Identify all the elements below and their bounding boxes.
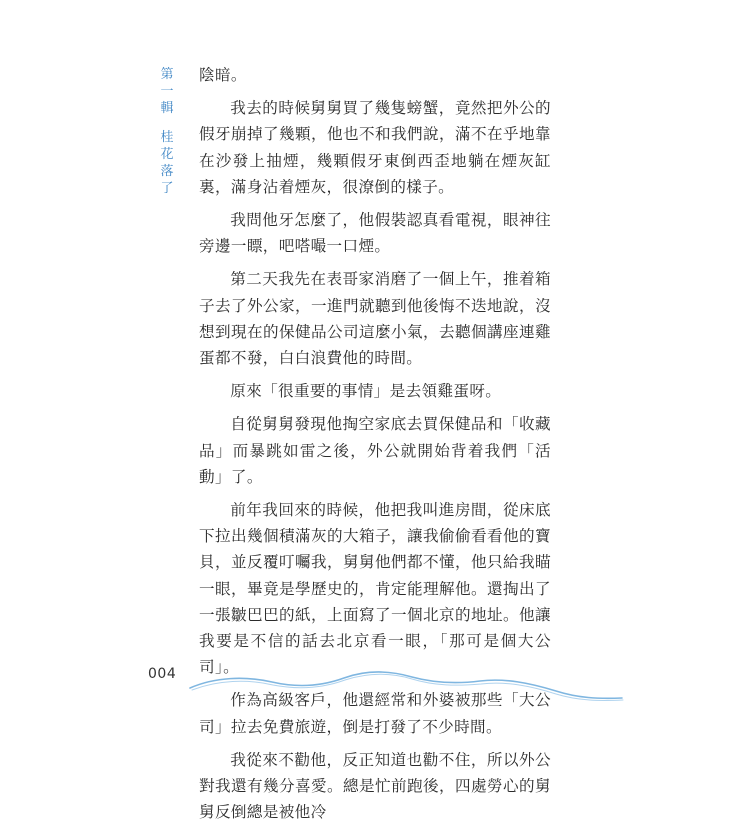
paragraph: 自從舅舅發現他掏空家底去買保健品和「收藏品」而暴跳如雷之後，外公就開始背着我們「活動」了。	[199, 415, 551, 486]
paragraph: 我問他牙怎麼了，他假裝認真看電視，眼神往旁邊一瞟，吧嗒嘬一口煙。	[199, 211, 551, 256]
paragraph: 第二天我先在表哥家消磨了一個上午，推着箱子去了外公家，一進門就聽到他後悔不迭地說，沒想到現在的保健品公司這麼小氣，去聽個講座連雞蛋都不發，白白浪費他的時間。	[199, 270, 551, 368]
part-char: 一	[160, 84, 174, 99]
page-number: 004	[148, 666, 177, 682]
paragraph: 作為高級客戶，他還經常和外婆被那些「大公司」拉去免費旅遊，倒是打發了不少時間。	[199, 691, 551, 736]
title-char: 花	[160, 147, 174, 162]
paragraph: 陰暗。	[199, 66, 247, 84]
paragraph: 前年我回來的時候，他把我叫進房間，從床底下拉出幾個積滿灰的大箱子，讓我偷偷看看他的寶貝，並反覆叮囑我，舅舅他們都不懂，他只給我瞄一眼，畢竟是學歷史的，肯定能理解他。還掏出了一張皺巴巴的紙，上面寫了一個北京的地址。他讓我要是不信的話去北京看一眼，「那可是個大公司」。	[199, 501, 551, 677]
title-char: 了	[160, 181, 174, 196]
title-char: 桂	[160, 130, 174, 145]
title-char: 落	[160, 164, 174, 179]
paragraph: 我從來不勸他，反正知道也勸不住，所以外公對我還有幾分喜愛。總是忙前跑後，四處勞心的舅舅反倒總是被他冷	[199, 750, 551, 822]
paragraph: 我去的時候舅舅買了幾隻螃蟹，竟然把外公的假牙崩掉了幾顆，他也不和我們說，滿不在乎地靠在沙發上抽煙，幾顆假牙東倒西歪地躺在煙灰缸裏，滿身沾着煙灰，很潦倒的樣子。	[199, 99, 551, 196]
part-char: 第	[160, 67, 174, 82]
part-char: 輯	[160, 101, 174, 116]
paragraph: 原來「很重要的事情」是去領雞蛋呀。	[230, 382, 502, 401]
wave-line	[192, 674, 623, 700]
